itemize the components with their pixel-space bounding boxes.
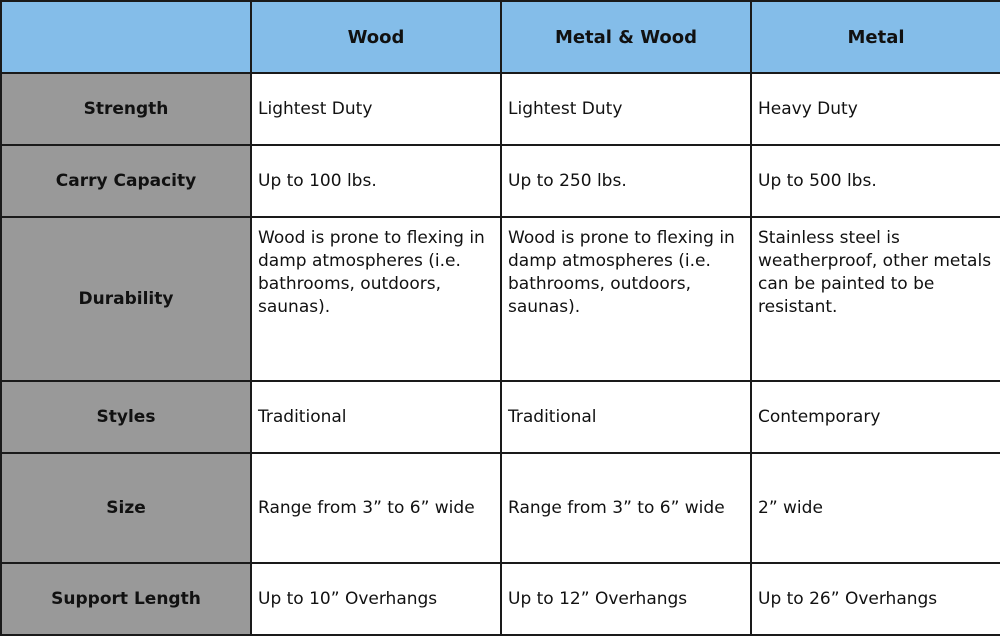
column-header-metal: Metal	[751, 1, 1000, 73]
cell-capacity-wood: Up to 100 lbs.	[251, 145, 501, 217]
cell-strength-metal-and-wood: Lightest Duty	[501, 73, 751, 145]
row-carry-capacity	[1, 145, 1000, 217]
row-header-styles: Styles	[1, 381, 251, 453]
cell-support-metal: Up to 26” Overhangs	[751, 563, 1000, 635]
row-durability	[1, 217, 1000, 381]
cell-capacity-metal-and-wood: Up to 250 lbs.	[501, 145, 751, 217]
cell-durability-metal-and-wood: Wood is prone to flexing in damp atmospheres (i.e. bathrooms, outdoors, saunas).	[501, 217, 751, 381]
row-strength	[1, 73, 1000, 145]
cell-support-metal-and-wood: Up to 12” Overhangs	[501, 563, 751, 635]
corner-cell	[1, 1, 251, 73]
cell-styles-metal: Contemporary	[751, 381, 1000, 453]
row-support-length	[1, 563, 1000, 635]
cell-strength-wood: Lightest Duty	[251, 73, 501, 145]
cell-strength-metal: Heavy Duty	[751, 73, 1000, 145]
row-styles	[1, 381, 1000, 453]
cell-capacity-metal: Up to 500 lbs.	[751, 145, 1000, 217]
column-header-metal-and-wood: Metal & Wood	[501, 1, 751, 73]
header-row	[1, 1, 1000, 73]
cell-styles-wood: Traditional	[251, 381, 501, 453]
row-header-carry-capacity: Carry Capacity	[1, 145, 251, 217]
cell-support-wood: Up to 10” Overhangs	[251, 563, 501, 635]
cell-size-wood: Range from 3” to 6” wide	[251, 453, 501, 563]
cell-size-metal: 2” wide	[751, 453, 1000, 563]
row-header-support-length: Support Length	[1, 563, 251, 635]
column-header-wood: Wood	[251, 1, 501, 73]
cell-size-metal-and-wood: Range from 3” to 6” wide	[501, 453, 751, 563]
cell-durability-wood: Wood is prone to flexing in damp atmospheres (i.e. bathrooms, outdoors, saunas).	[251, 217, 501, 381]
row-header-size: Size	[1, 453, 251, 563]
row-header-strength: Strength	[1, 73, 251, 145]
row-size	[1, 453, 1000, 563]
cell-durability-metal: Stainless steel is weatherproof, other metals can be painted to be resistant.	[751, 217, 1000, 381]
cell-styles-metal-and-wood: Traditional	[501, 381, 751, 453]
row-header-durability: Durability	[1, 217, 251, 381]
